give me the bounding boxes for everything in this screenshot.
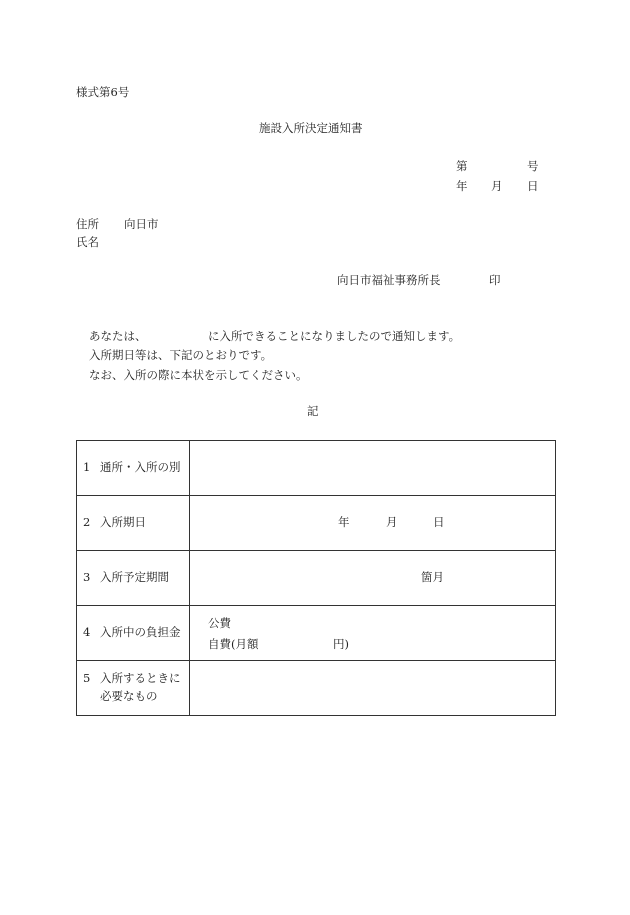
period-unit: 箇月: [421, 570, 444, 584]
entry-year: 年: [338, 515, 350, 529]
row-label-line: 必要なもの: [100, 689, 158, 703]
table-row: [77, 551, 556, 606]
ref-day: 日: [527, 179, 539, 193]
document-title: 施設入所決定通知書: [259, 121, 363, 135]
row-label-text: 入所予定期間: [100, 570, 169, 585]
row-label-text: 入所期日: [100, 515, 146, 530]
table-row: [77, 606, 556, 661]
row-value: [190, 551, 556, 606]
public-expense: 公費: [208, 616, 231, 630]
row-number: 1: [83, 460, 91, 475]
row-label: [77, 661, 190, 716]
entry-month: 月: [386, 515, 398, 529]
row-label: [77, 441, 190, 496]
row-label: [77, 551, 190, 606]
row-number: 5: [83, 671, 91, 686]
ref-number-suffix: 号: [527, 159, 539, 173]
ref-year: 年: [456, 179, 468, 193]
name-label: 氏名: [76, 235, 99, 249]
row-label-text: 入所中の負担金: [100, 625, 181, 640]
issuer-seal: 印: [489, 273, 501, 287]
row-label: [77, 496, 190, 551]
form-number: 様式第6号: [76, 85, 130, 99]
self-expense-suffix: 円): [333, 637, 349, 651]
body-line-3: なお、入所の際に本状を示してください。: [89, 368, 308, 382]
row-value: [190, 441, 556, 496]
row-value: [190, 661, 556, 716]
row-value: [190, 496, 556, 551]
row-label-line: 入所するときに: [100, 671, 181, 686]
table-row: [77, 496, 556, 551]
row-number: 2: [83, 515, 91, 530]
body-line-1b: に入所できることになりましたので通知します。: [208, 329, 461, 343]
body-line-1a: あなたは、: [89, 329, 147, 343]
row-label: [77, 606, 190, 661]
body-line-2: 入所期日等は、下記のとおりです。: [89, 348, 273, 362]
details-table: [76, 440, 556, 716]
row-label-text: [100, 670, 181, 706]
address-label: 住所: [76, 217, 99, 231]
row-label-text: 通所・入所の別: [100, 460, 181, 475]
ref-number-prefix: 第: [456, 159, 468, 173]
self-expense-prefix: 自費(月額: [208, 637, 259, 651]
table-row: [77, 661, 556, 716]
address-value: 向日市: [124, 217, 159, 231]
table-row: [77, 441, 556, 496]
ref-month: 月: [491, 179, 503, 193]
row-value: [190, 606, 556, 661]
row-number: 3: [83, 570, 91, 585]
ki-heading: 記: [307, 404, 319, 418]
entry-day: 日: [433, 515, 445, 529]
issuer-name: 向日市福祉事務所長: [337, 273, 441, 287]
row-number: 4: [83, 625, 91, 640]
